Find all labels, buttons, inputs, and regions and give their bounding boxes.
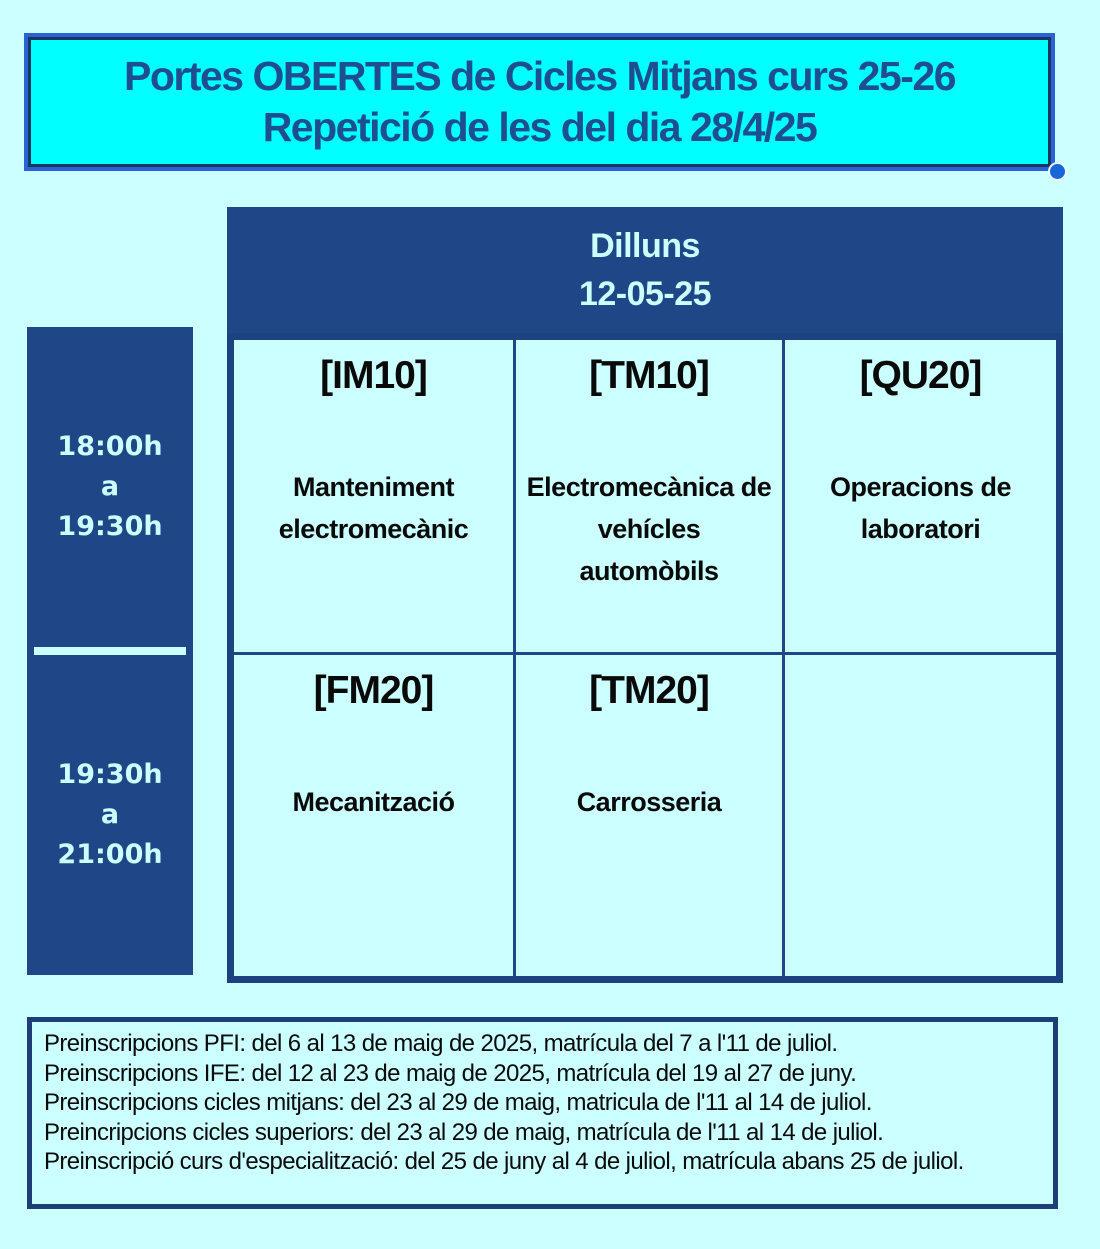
selection-handle[interactable] [1048, 162, 1067, 181]
time-slot-2-sep: a [100, 799, 120, 830]
course-cell-empty [785, 655, 1056, 976]
day-header [227, 207, 1063, 333]
course-name: Manteniment electromecànic [278, 472, 469, 544]
title-banner [24, 33, 1055, 171]
course-cell-tm10 [516, 340, 782, 652]
course-cell-tm20 [516, 655, 782, 976]
time-slot-1-sep: a [100, 471, 120, 502]
course-name: Mecanització [292, 787, 455, 817]
course-cell-qu20 [785, 340, 1056, 652]
info-line-cicles-superiors: Preincripcions cicles superiors: del 23 al 29 de maig, matrícula de l'11 al 14 de juliol. [44, 1118, 884, 1146]
info-line-especialitzacio: Preinscripció curs d'especialització: del 25 de juny al 4 de juliol, matrícula abans 25 de juliol. [44, 1148, 964, 1175]
info-line-cicles-mitjans: Preinscripcions cicles mitjans: del 23 al 29 de maig, matricula de l'11 al 14 de juliol. [44, 1089, 872, 1116]
time-slot-1-end: 19:30h [57, 511, 163, 542]
time-slot-2-start: 19:30h [57, 759, 163, 790]
course-name: Carrosseria [576, 787, 722, 817]
course-code: [TM20] [589, 669, 709, 712]
course-code: [FM20] [313, 669, 434, 712]
title-line-1: Portes OBERTES de Cicles Mitjans curs 25-26 [124, 53, 955, 99]
day-date: 12-05-25 [578, 275, 712, 313]
time-slot-1-start: 18:00h [57, 431, 163, 462]
course-code: [QU20] [859, 354, 982, 397]
info-line-pfi: Preinscripcions PFI: del 6 al 13 de maig de 2025, matrícula del 7 a l'11 de juliol. [44, 1030, 838, 1057]
schedule-table [227, 333, 1063, 983]
time-slot-1 [27, 327, 193, 647]
course-cell-fm20 [234, 655, 513, 976]
course-code: [IM10] [320, 354, 427, 397]
time-slot-2-end: 21:00h [57, 839, 163, 870]
time-slot-2 [27, 655, 193, 975]
course-name: Operacions de laboratori [829, 472, 1012, 544]
day-name: Dilluns [590, 227, 700, 265]
course-cell-im10 [234, 340, 513, 652]
time-sidebar [27, 327, 193, 975]
course-code: [TM10] [589, 354, 709, 397]
info-line-ife: Preinscripcions IFE: del 12 al 23 de maig de 2025, matrícula del 19 al 27 de juny. [44, 1059, 857, 1087]
course-name: Electromecànica de vehícles automòbils [526, 472, 772, 586]
info-box [27, 1017, 1058, 1209]
title-line-2: Repetició de les del dia 28/4/25 [262, 104, 817, 150]
time-slot-divider [34, 647, 186, 655]
